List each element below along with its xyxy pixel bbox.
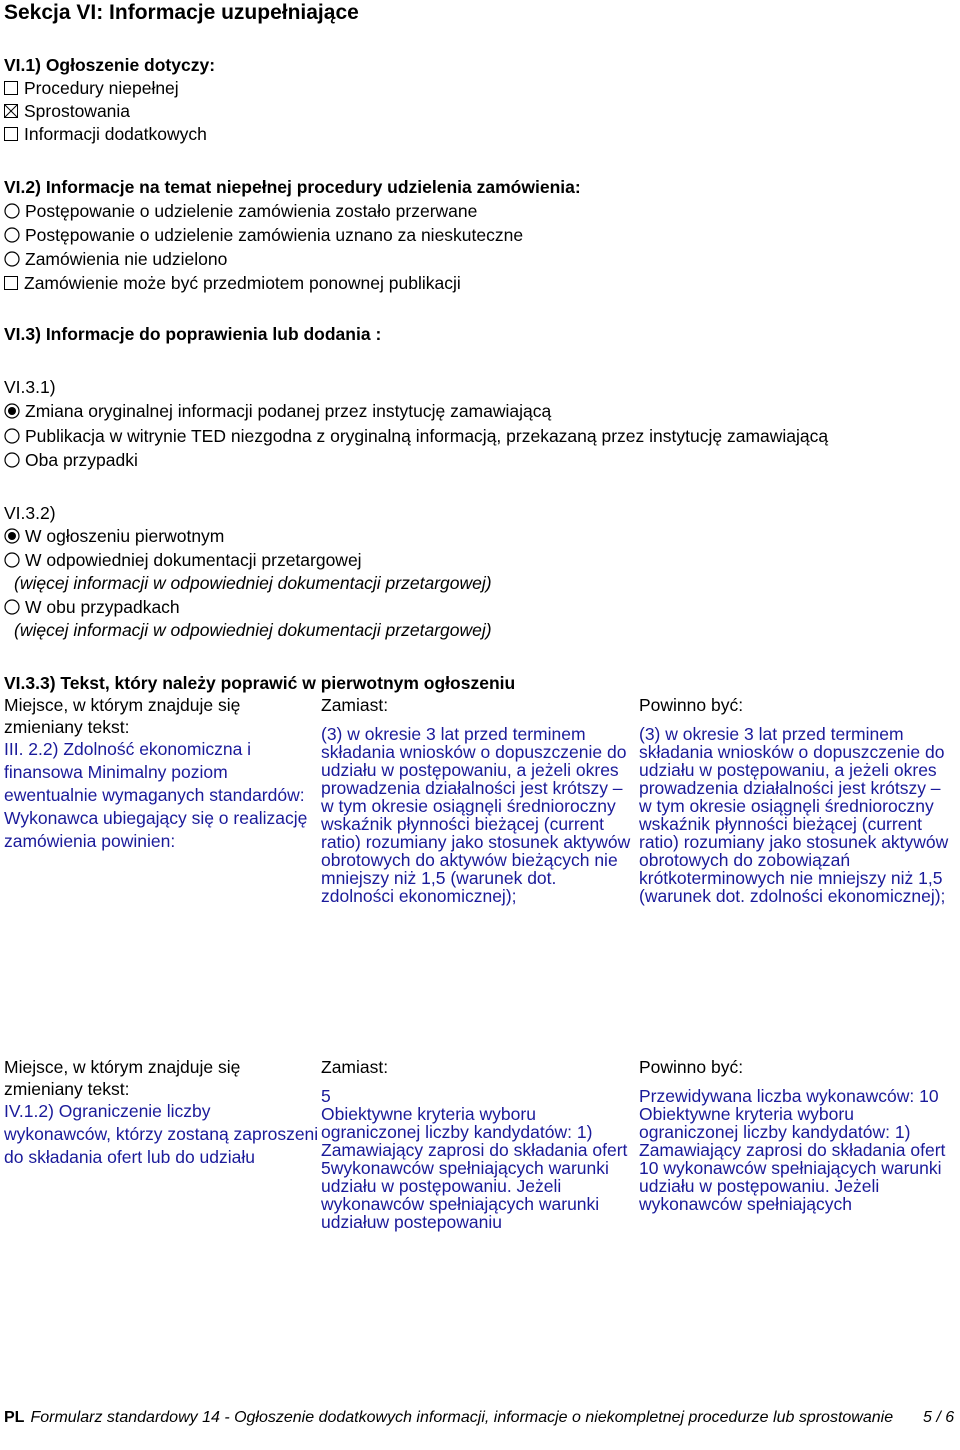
vi31-radio-ted[interactable]	[4, 425, 828, 447]
vi1-option-label: Procedury niepełnej	[24, 78, 179, 98]
vi32-radio-dokumentacja[interactable]	[4, 549, 362, 571]
section-title: Sekcja VI: Informacje uzupełniające	[4, 1, 359, 24]
vi31-radio-oba[interactable]	[4, 449, 138, 471]
checkbox-empty-icon[interactable]	[4, 276, 18, 290]
column-label-instead: Zamiast:	[321, 1057, 389, 1077]
radio-selected-icon[interactable]	[4, 403, 20, 419]
footer-lang: PL	[4, 1409, 25, 1426]
page-footer	[4, 1408, 904, 1428]
vi32-heading: VI.3.2)	[4, 503, 56, 523]
vi33-heading: VI.3.3) Tekst, który należy poprawić w pierwotnym ogłoszeniu	[4, 673, 516, 693]
vi31-option-label: Oba przypadki	[25, 450, 138, 470]
radio-empty-icon[interactable]	[4, 599, 20, 615]
vi32-note: (więcej informacji w odpowiedniej dokumentacji przetargowej)	[14, 620, 492, 640]
vi32-radio-obu[interactable]	[4, 596, 180, 618]
checkbox-empty-icon[interactable]	[4, 81, 18, 95]
vi2-radio-nie-udzielono[interactable]	[4, 248, 227, 270]
correction-row-2-instead	[321, 1056, 633, 1231]
radio-empty-icon[interactable]	[4, 251, 20, 267]
vi31-radio-zmiana[interactable]	[4, 400, 551, 422]
vi1-option-informacji[interactable]	[4, 123, 207, 145]
radio-empty-icon[interactable]	[4, 227, 20, 243]
vi2-radio-nieskuteczne[interactable]	[4, 224, 523, 246]
correction-row-2-should	[639, 1056, 951, 1213]
vi1-option-procedury[interactable]	[4, 77, 179, 99]
page-number: 5 / 6	[923, 1409, 955, 1426]
correction-row-1-place	[4, 694, 319, 853]
footer-form-title: Formularz standardowy 14 - Ogłoszenie dodatkowych informacji, informacje o niekompletnej procedurze lub sprostowanie	[30, 1409, 894, 1426]
vi2-radio-label: Zamówienia nie udzielono	[25, 249, 228, 269]
radio-empty-icon[interactable]	[4, 552, 20, 568]
column-label-should: Powinno być:	[639, 695, 744, 715]
vi3-heading: VI.3) Informacje do poprawienia lub dodania :	[4, 324, 382, 344]
vi1-option-sprostowania[interactable]	[4, 100, 130, 122]
radio-empty-icon[interactable]	[4, 428, 20, 444]
vi32-note: (więcej informacji w odpowiedniej dokumentacji przetargowej)	[14, 573, 492, 593]
correction-row-1-should	[639, 694, 951, 905]
instead-text: 5 Obiektywne kryteria wyboru ograniczonej liczby kandydatów: 1) Zamawiający zaprosi do składania ofert 5wykonawców spełniających warunki udziału w postępowaniu. Jeżeli wykonawców spełniających warunki udziałuw postepowaniu	[321, 1086, 628, 1232]
vi1-option-label: Sprostowania	[24, 101, 131, 121]
column-label-place: Miejsce, w którym znajduje się zmieniany tekst:	[4, 695, 241, 737]
column-label-should: Powinno być:	[639, 1057, 744, 1077]
vi32-option-label: W odpowiedniej dokumentacji przetargowej	[25, 550, 362, 570]
correction-row-2-place	[4, 1056, 319, 1169]
vi31-heading: VI.3.1)	[4, 377, 56, 397]
vi32-option-label: W obu przypadkach	[25, 597, 180, 617]
vi2-checkbox-ponowna-publikacja[interactable]	[4, 272, 461, 294]
vi31-option-label: Publikacja w witrynie TED niezgodna z oryginalną informacją, przekazaną przez instytucję zamawiającą	[25, 426, 829, 446]
place-text: III. 2.2) Zdolność ekonomiczna i finansowa Minimalny poziom ewentualnie wymaganych standardów: Wykonawca ubiegający się o realizację zamówienia powinien:	[4, 739, 308, 851]
vi1-heading: VI.1) Ogłoszenie dotyczy:	[4, 55, 216, 75]
checkbox-empty-icon[interactable]	[4, 127, 18, 141]
vi2-heading: VI.2) Informacje na temat niepełnej procedury udzielenia zamówienia:	[4, 177, 581, 197]
correction-row-1-instead	[321, 694, 633, 905]
vi2-radio-label: Postępowanie o udzielenie zamówienia uznano za nieskuteczne	[25, 225, 524, 245]
column-label-instead: Zamiast:	[321, 695, 389, 715]
vi2-radio-przerwane[interactable]	[4, 200, 477, 222]
instead-text: (3) w okresie 3 lat przed terminem składania wniosków o dopuszczenie do udziału w postępowaniu, a jeżeli okres prowadzenia działalności jest krótszy – w tym okresie osiągnęli średnioroczny wskaźnik płynności bieżącej (current ratio) rozumiany jako stosunek aktywów obrotowych do aktywów bieżących nie mniejszy niż 1,5 (warunek dot. zdolności ekonomicznej);	[321, 724, 631, 906]
should-text: (3) w okresie 3 lat przed terminem składania wniosków o dopuszczenie do udziału w postępowaniu, a jeżeli okres prowadzenia działalności jest krótszy – w tym okresie osiągnęli średnioroczny wskaźnik płynności bieżącej (current ratio) rozumiany jako stosunek aktywów obrotowych do zobowiązań krótkoterminowych nie mniejszy niż 1,5 (warunek dot. zdolności ekonomicznej);	[639, 724, 949, 906]
should-text: Przewidywana liczba wykonawców: 10 Obiektywne kryteria wyboru ograniczonej liczby kandydatów: 1) Zamawiający zaprosi do składania ofert 10 wykonawców spełniających warunki udziału w postępowaniu. Jeżeli wykonawców spełniających	[639, 1086, 946, 1214]
vi31-option-label: Zmiana oryginalnej informacji podanej przez instytucję zamawiającą	[25, 401, 552, 421]
vi2-checkbox-label: Zamówienie może być przedmiotem ponownej publikacji	[24, 273, 461, 293]
radio-selected-icon[interactable]	[4, 528, 20, 544]
vi2-radio-label: Postępowanie o udzielenie zamówienia zostało przerwane	[25, 201, 478, 221]
radio-empty-icon[interactable]	[4, 452, 20, 468]
checkbox-checked-icon[interactable]	[4, 104, 18, 118]
column-label-place: Miejsce, w którym znajduje się zmieniany tekst:	[4, 1057, 241, 1099]
place-text: IV.1.2) Ograniczenie liczby wykonawców, którzy zostaną zaproszeni do składania ofert lub do udziału	[4, 1101, 319, 1167]
radio-empty-icon[interactable]	[4, 203, 20, 219]
vi32-option-label: W ogłoszeniu pierwotnym	[25, 526, 225, 546]
vi1-option-label: Informacji dodatkowych	[24, 124, 207, 144]
vi32-radio-pierwotne[interactable]	[4, 525, 224, 547]
